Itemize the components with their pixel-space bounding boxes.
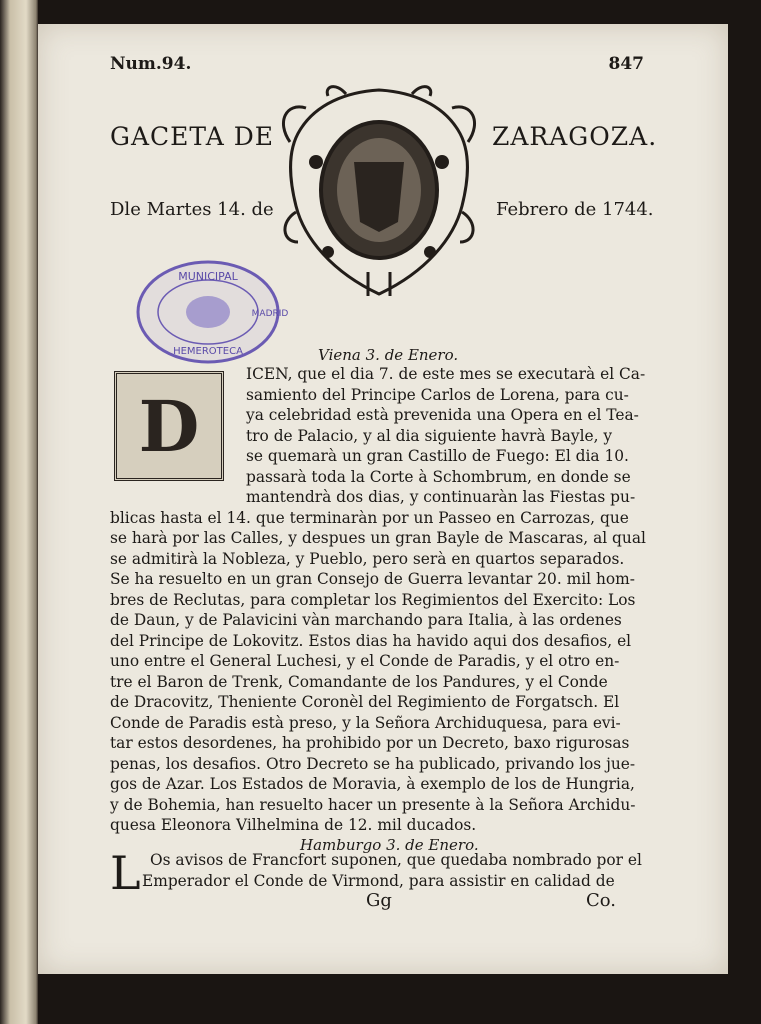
book-spine-edge <box>0 0 38 1024</box>
text-line: tro de Palacio, y al dia siguiente havrà Bayle, y <box>246 426 613 445</box>
text-line: tre el Baron de Trenk, Comandante de los Pandures, y el Conde <box>110 672 608 691</box>
drop-cap: D <box>114 371 224 481</box>
text-line: se admitirà la Nobleza, y Pueblo, pero serà en quartos separados. <box>110 549 625 568</box>
text-line: bres de Reclutas, para completar los Regimientos del Exercito: Los <box>110 590 636 609</box>
gazette-page <box>38 24 728 974</box>
text-line: de Dracovitz, Theniente Coronèl del Regimiento de Forgatsch. El <box>110 693 620 711</box>
text-line: quesa Eleonora Vilhelmina de 12. mil ducados. <box>110 816 477 834</box>
library-stamp-icon <box>134 258 289 366</box>
text-line: blicas hasta el 14. que terminaràn por un Passeo en Carrozas, que <box>110 508 629 527</box>
masthead-title-left: GACETA DE <box>110 122 275 151</box>
text-line: tar estos desordenes, ha prohibido por un Decreto, baxo rigurosas <box>110 734 630 752</box>
article-heading-hamburg: Hamburgo 3. de Enero. <box>300 836 479 854</box>
text-line: se harà por las Calles, y despues un gran Bayle de Mascaras, al qual <box>110 529 646 547</box>
drop-letter: L <box>110 846 141 900</box>
text-line: de Daun, y de Palavicini vàn marchando para Italia, à las ordenes <box>110 611 622 629</box>
catchword: Co. <box>586 890 617 911</box>
text-line: ICEN, que el dia 7. de este mes se executarà el Ca- <box>246 365 646 383</box>
signature-mark: Gg <box>366 890 392 911</box>
text-line: uno entre el General Luchesi, y el Conde de Paradis, y el otro en- <box>110 652 620 670</box>
issue-number: Num.94. <box>110 54 192 74</box>
text-line: samiento del Principe Carlos de Lorena, para cu- <box>246 385 629 404</box>
stamp-side-text: MADRID <box>251 309 289 319</box>
text-line: Os avisos de Francfort suponen, que quedaba nombrado por el <box>150 851 642 869</box>
masthead-title-right: ZARAGOZA. <box>492 122 658 151</box>
coat-of-arms-icon <box>276 82 482 304</box>
stamp-bottom-text: HEMEROTECA <box>173 346 243 357</box>
text-line: penas, los desafios. Otro Decreto se ha publicado, privando los jue- <box>110 754 636 773</box>
text-line: passarà toda la Corte à Schombrum, en donde se <box>246 467 631 486</box>
stamp-top-text: MUNICIPAL <box>178 270 238 283</box>
issue-date-left: Dle Martes 14. de <box>110 199 274 220</box>
text-line: se quemarà un gran Castillo de Fuego: El dia 10. <box>246 447 629 465</box>
text-line: y de Bohemia, han resuelto hacer un presente à la Señora Archidu- <box>110 795 636 814</box>
text-line: del Principe de Lokovitz. Estos dias ha havido aqui dos desafios, el <box>110 631 632 650</box>
article-heading-vienna: Viena 3. de Enero. <box>318 346 459 364</box>
text-line: Emperador el Conde de Virmond, para assistir en calidad de <box>142 872 615 890</box>
text-line: mantendrà dos dias, y continuaràn las Fiestas pu- <box>246 488 636 506</box>
text-line: ya celebridad està prevenida una Opera en el Tea- <box>246 406 639 424</box>
page-number: 847 <box>608 54 644 74</box>
issue-date-right: Febrero de 1744. <box>496 199 654 220</box>
text-line: Conde de Paradis està preso, y la Señora Archiduquesa, para evi- <box>110 713 621 732</box>
text-line: gos de Azar. Los Estados de Moravia, à exemplo de los de Hungria, <box>110 775 635 793</box>
text-line: Se ha resuelto en un gran Consejo de Guerra levantar 20. mil hom- <box>110 570 635 588</box>
